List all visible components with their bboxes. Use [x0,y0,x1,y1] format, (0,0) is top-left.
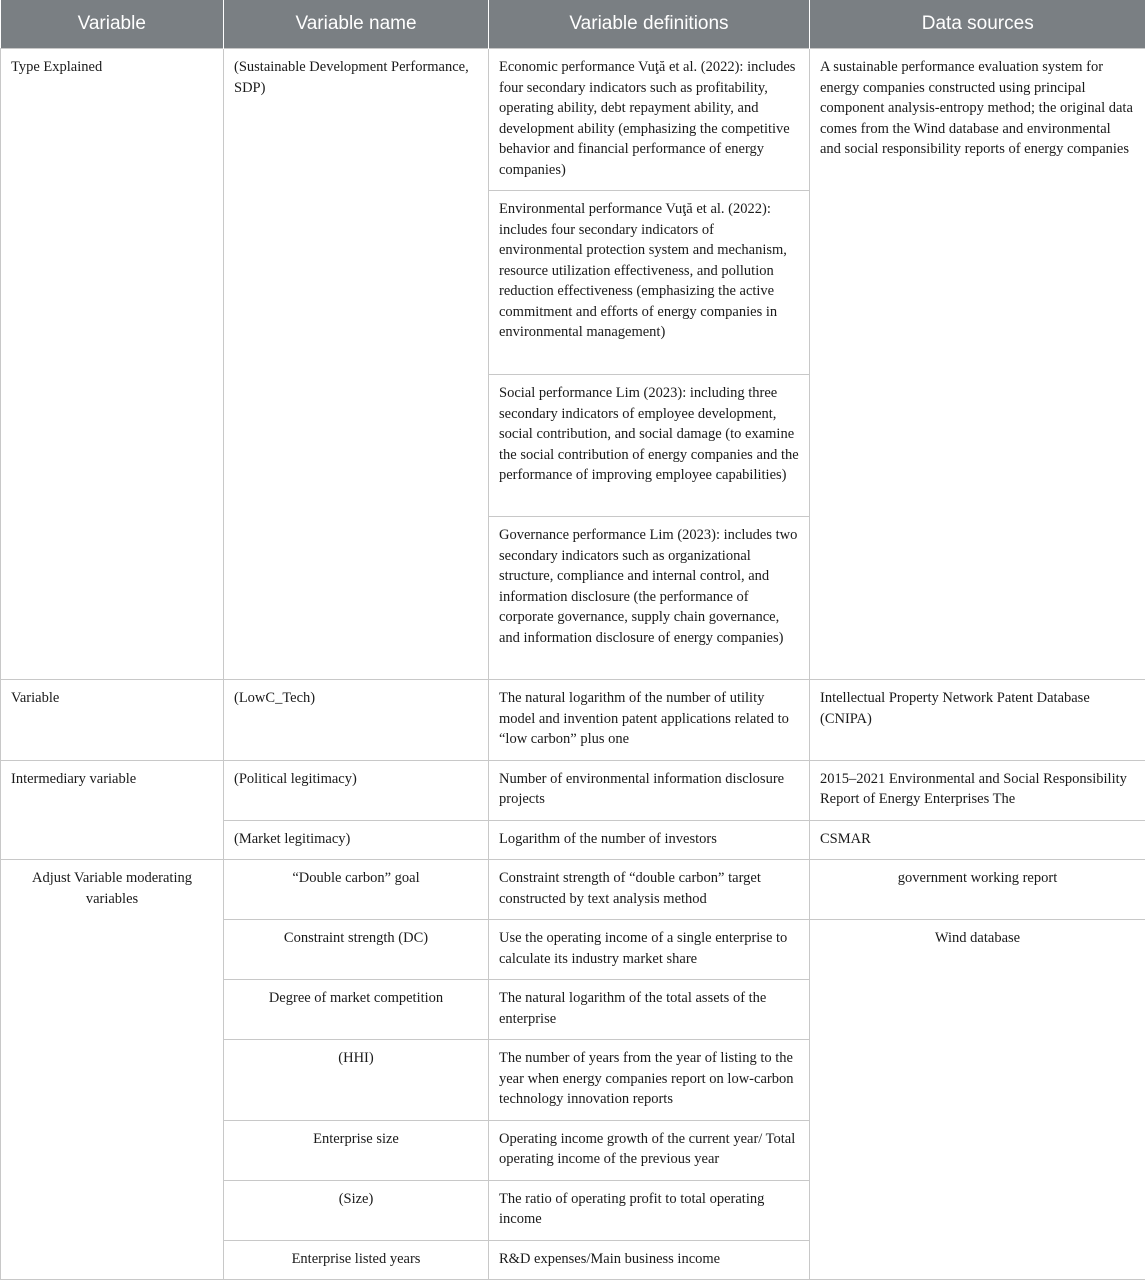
sdp-variable-cell: Type Explained [1,49,224,680]
lowc-variable-cell: Variable [1,680,224,761]
sdp-definition-social: Social performance Lim (2023): including three secondary indicators of employee development, social contribution, and social damage (to examine the social contribution of energy companies and the performance of improving employee capabilities) [489,375,810,517]
adjust-definition-cell: Use the operating income of a single enterprise to calculate its industry market share [489,920,810,980]
table-row [1,760,1145,820]
adjust-name-cell: Degree of market competition [224,980,489,1040]
adjust-definition-cell: Constraint strength of “double carbon” target constructed by text analysis method [489,860,810,920]
intermediary-definition-cell: Logarithm of the number of investors [489,820,810,860]
lowc-source-cell: Intellectual Property Network Patent Database (CNIPA) [810,680,1145,761]
header-data-sources: Data sources [810,0,1145,49]
adjust-name-cell: “Double carbon” goal [224,860,489,920]
header-variable: Variable [1,0,224,49]
lowc-name-cell: (LowC_Tech) [224,680,489,761]
sdp-definition-economic: Economic performance Vuţă et al. (2022): includes four secondary indicators such as profitability, operating ability, debt repayment ability, and development ability (emphasizing the competitive behavior and financial performance of energy companies) [489,49,810,191]
adjust-source-cell: Wind database [810,920,1145,1280]
adjust-definition-cell: The number of years from the year of listing to the year when energy companies report on low-carbon technology innovation reports [489,1040,810,1121]
intermediary-variable-cell: Intermediary variable [1,760,224,860]
adjust-definition-cell: R&D expenses/Main business income [489,1240,810,1280]
adjust-definition-cell: Operating income growth of the current year/ Total operating income of the previous year [489,1120,810,1180]
intermediary-name-cell: (Market legitimacy) [224,820,489,860]
adjust-definition-cell: The ratio of operating profit to total operating income [489,1180,810,1240]
sdp-definition-governance: Governance performance Lim (2023): includes two secondary indicators such as organizational structure, compliance and internal control, and information disclosure (the performance of corporate governance, supply chain governance, and information disclosure of energy companies) [489,517,810,680]
header-row [1,0,1145,49]
adjust-name-cell: Enterprise listed years [224,1240,489,1280]
adjust-variable-cell: Adjust Variable moderating variables [1,860,224,1280]
table-row [1,680,1145,761]
adjust-name-cell: Constraint strength (DC) [224,920,489,980]
intermediary-definition-cell: Number of environmental information disclosure projects [489,760,810,820]
adjust-name-cell: Enterprise size [224,1120,489,1180]
sdp-source-cell: A sustainable performance evaluation system for energy companies constructed using principal component analysis-entropy method; the original data comes from the Wind database and environmental and social responsibility reports of energy companies [810,49,1145,680]
adjust-definition-cell: The natural logarithm of the total assets of the enterprise [489,980,810,1040]
table-row [1,860,1145,920]
header-variable-definitions: Variable definitions [489,0,810,49]
header-variable-name: Variable name [224,0,489,49]
intermediary-name-cell: (Political legitimacy) [224,760,489,820]
adjust-source-cell: government working report [810,860,1145,920]
intermediary-source-cell: CSMAR [810,820,1145,860]
table-row [1,49,1145,191]
adjust-name-cell: (HHI) [224,1040,489,1121]
intermediary-source-cell: 2015–2021 Environmental and Social Responsibility Report of Energy Enterprises The [810,760,1145,820]
adjust-name-cell: (Size) [224,1180,489,1240]
lowc-definition-cell: The natural logarithm of the number of utility model and invention patent applications related to “low carbon” plus one [489,680,810,761]
sdp-name-cell: (Sustainable Development Performance, SDP) [224,49,489,680]
sdp-definition-environmental: Environmental performance Vuţă et al. (2022): includes four secondary indicators of environmental protection system and mechanism, resource utilization effectiveness, and pollution reduction effectiveness (emphasizing the active commitment and efforts of energy companies in environmental management) [489,191,810,375]
